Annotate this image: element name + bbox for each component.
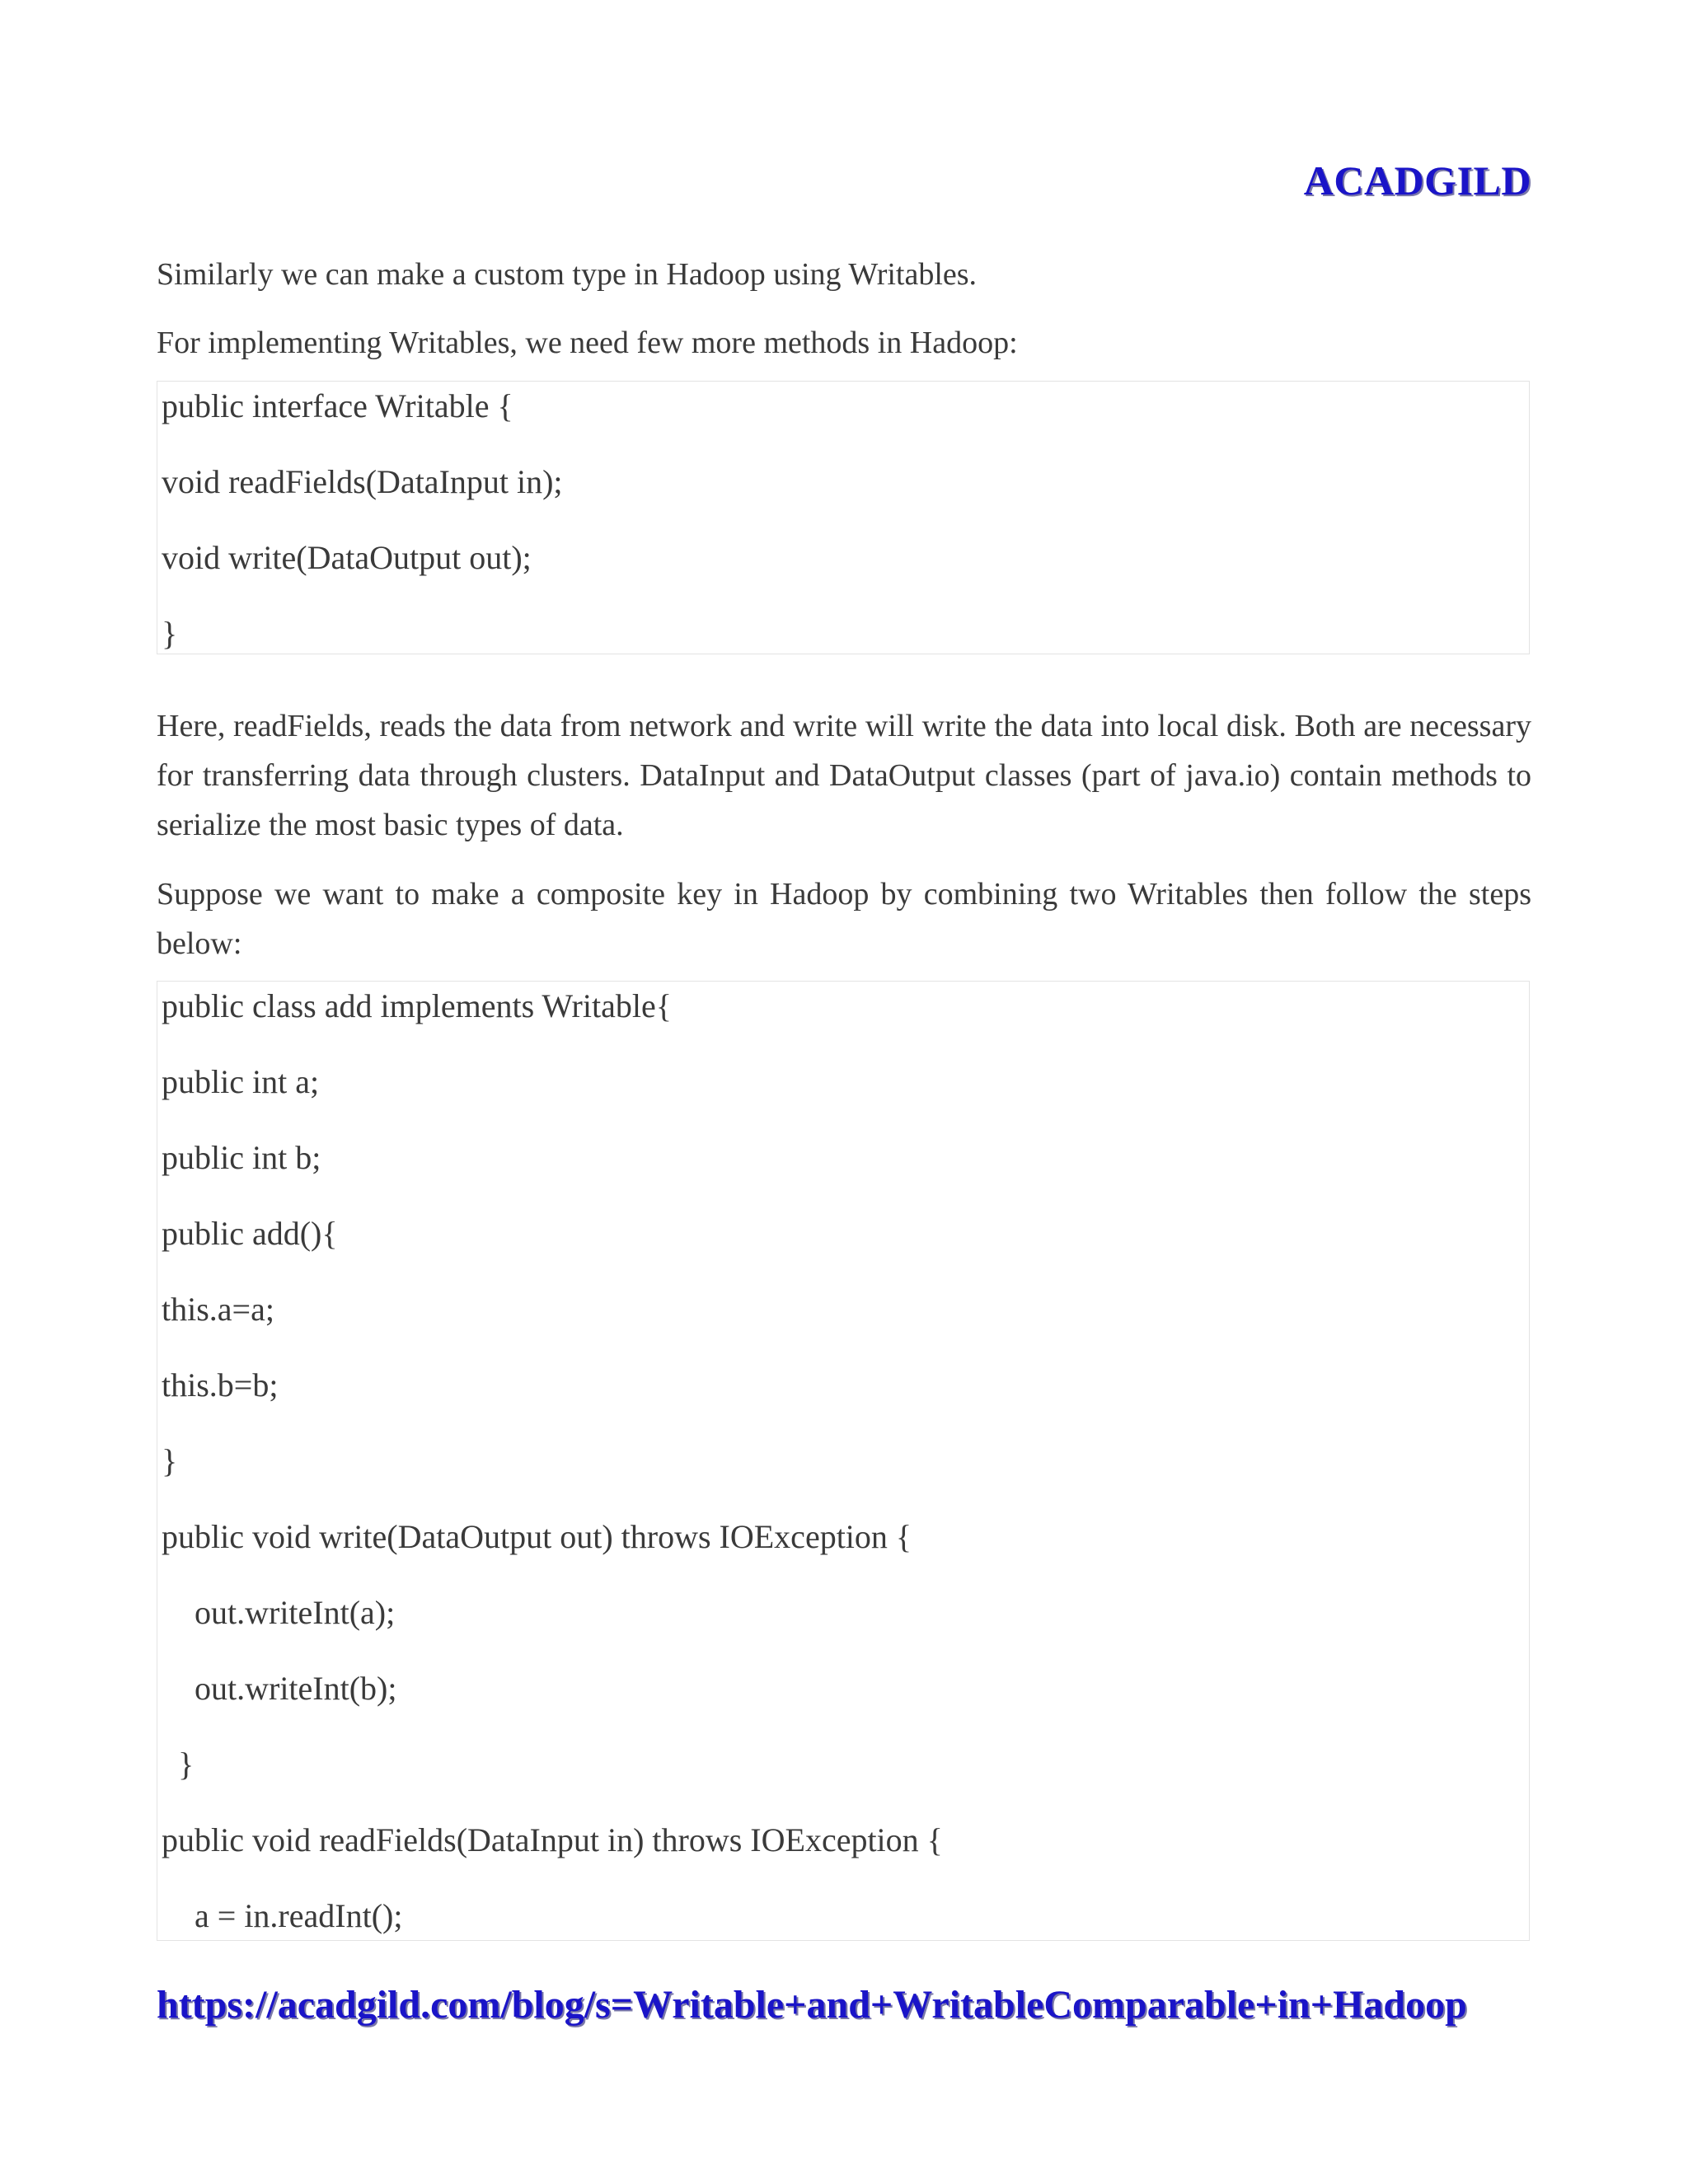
code-line: void readFields(DataInput in); [162,463,563,500]
acadgild-logo: ACADGILD [1303,157,1531,204]
paragraph-methods-intro: For implementing Writables, we need few more methods in Hadoop: [157,326,1018,360]
code-line: public void write(DataOutput out) throws IOException { [162,1518,912,1555]
code-line: this.a=a; [162,1291,274,1328]
code-line: a = in.readInt(); [162,1897,403,1934]
code-block-add-class [157,981,1530,1941]
paragraph-intro: Similarly we can make a custom type in Hadoop using Writables. [157,257,978,292]
paragraph-readfields-explanation: Here, readFields, reads the data from network and write will write the data into local disk. Both are necessary for transferring data through clusters. DataInput and DataOutput classes (part of java.io) contain methods to serialize the most basic types of data. [157,709,1531,842]
footer-blog-link[interactable]: https://acadgild.com/blog/s=Writable+and+WritableComparable+in+Hadoop [157,1983,1467,2027]
code-line: } [162,1746,195,1783]
code-line: out.writeInt(b); [162,1670,397,1707]
code-line: public add(){ [162,1215,338,1252]
code-line: } [162,615,178,652]
code-line: this.b=b; [162,1366,279,1404]
code-line: public class add implements Writable{ [162,987,672,1024]
code-line: out.writeInt(a); [162,1594,396,1631]
code-line: public void readFields(DataInput in) throws IOException { [162,1821,943,1858]
code-line: void write(DataOutput out); [162,539,532,576]
paragraph-composite-key: Suppose we want to make a composite key in Hadoop by combining two Writables then follow the steps below: [157,877,1531,961]
code-line: } [162,1442,178,1479]
code-block-writable-interface [157,381,1530,654]
code-line: public int b; [162,1139,321,1176]
code-line: public interface Writable { [162,387,513,424]
code-line: public int a; [162,1063,320,1100]
